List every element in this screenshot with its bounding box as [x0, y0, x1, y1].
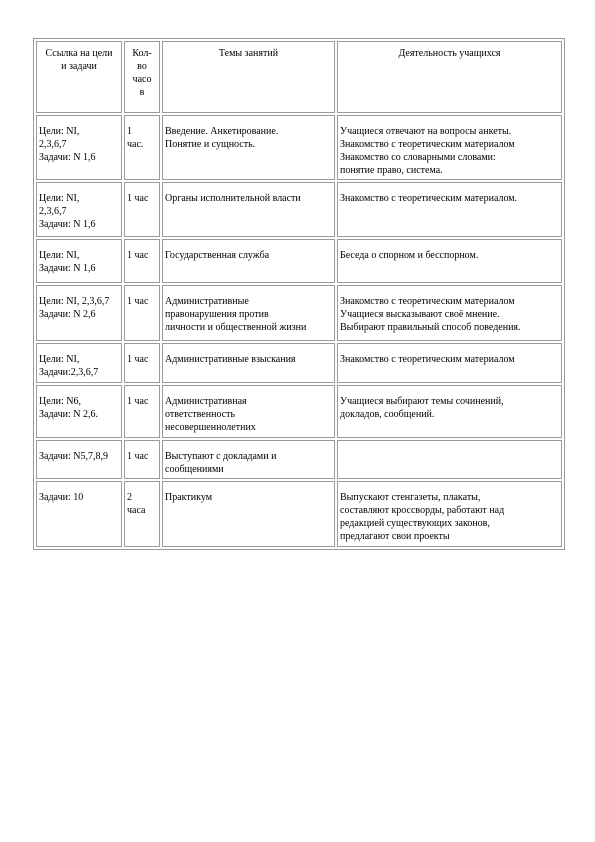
cell-goals: Задачи: 10 [36, 481, 122, 547]
header-hours: Кол- во часо в [124, 41, 160, 113]
table-row [36, 440, 562, 479]
cell-topic: Практикум [162, 481, 335, 547]
header-goals-ref: Ссылка на цели и задачи [36, 41, 122, 113]
header-student-activity: Деятельность учащихся [337, 41, 562, 113]
cell-topic: Государственная служба [162, 239, 335, 283]
table-row [36, 239, 562, 283]
table-row [36, 182, 562, 237]
cell-goals: Задачи: N5,7,8,9 [36, 440, 122, 479]
cell-activity: Знакомство с теоретическим материалом Учащиеся высказывают своё мнение. Выбирают правильный способ поведения. [337, 285, 562, 341]
cell-hours: 1 час [124, 343, 160, 383]
cell-activity: Знакомство с теоретическим материалом [337, 343, 562, 383]
cell-goals: Цели: N6, Задачи: N 2,6. [36, 385, 122, 438]
cell-activity: Беседа о спорном и бесспорном. [337, 239, 562, 283]
cell-goals: Цели: NI, Задачи:2,3,6,7 [36, 343, 122, 383]
cell-topic: Административные правонарушения против личности и общественной жизни [162, 285, 335, 341]
cell-goals: Цели: NI, 2,3,6,7 Задачи: N 1,6 [36, 182, 122, 237]
cell-activity: Выпускают стенгазеты, плакаты, составляют кроссворды, работают над редакцией существующих законов, предлагают свои проекты [337, 481, 562, 547]
cell-activity: Знакомство с теоретическим материалом. [337, 182, 562, 237]
cell-hours: 2 часа [124, 481, 160, 547]
cell-topic: Административные взыскания [162, 343, 335, 383]
cell-hours: 1 час [124, 385, 160, 438]
cell-topic: Административная ответственность несовершеннолетних [162, 385, 335, 438]
cell-hours: 1 час [124, 239, 160, 283]
cell-activity [337, 440, 562, 479]
lesson-plan-table [33, 38, 565, 550]
table-row [36, 115, 562, 180]
cell-hours: 1 час [124, 285, 160, 341]
header-topics: Темы занятий [162, 41, 335, 113]
cell-topic: Выступают с докладами и сообщениями [162, 440, 335, 479]
cell-topic: Органы исполнительной власти [162, 182, 335, 237]
cell-goals: Цели: NI, Задачи: N 1,6 [36, 239, 122, 283]
cell-hours: 1 час [124, 440, 160, 479]
cell-activity: Учащиеся выбирают темы сочинений, докладов, сообщений. [337, 385, 562, 438]
cell-activity: Учащиеся отвечают на вопросы анкеты. Знакомство с теоретическим материалом Знакомство со словарными словами: понятие право, система. [337, 115, 562, 180]
table-row [36, 481, 562, 547]
cell-topic: Введение. Анкетирование. Понятие и сущность. [162, 115, 335, 180]
cell-hours: 1 час. [124, 115, 160, 180]
cell-hours: 1 час [124, 182, 160, 237]
table-row [36, 285, 562, 341]
cell-goals: Цели: NI, 2,3,6,7 Задачи: N 2,6 [36, 285, 122, 341]
table-row [36, 385, 562, 438]
table-row [36, 343, 562, 383]
header-row [36, 41, 562, 113]
cell-goals: Цели: NI, 2,3,6,7 Задачи: N 1,6 [36, 115, 122, 180]
